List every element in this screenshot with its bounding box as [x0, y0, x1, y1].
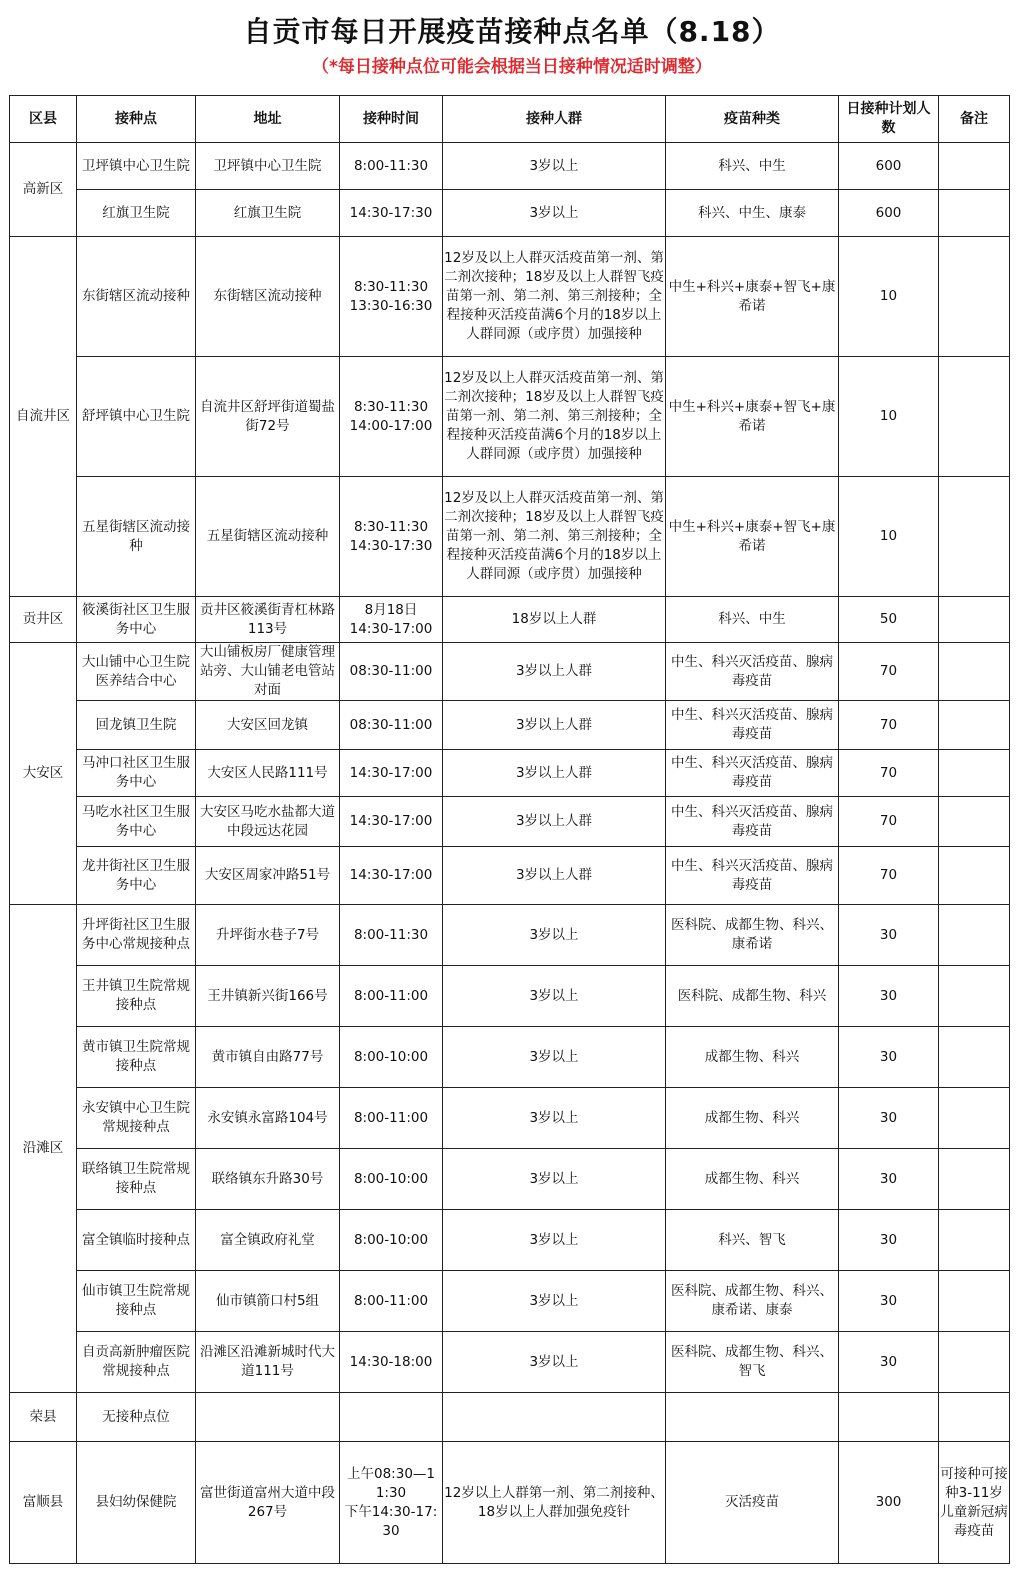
- vaccine-cell: 医科院、成都生物、科兴、康希诺、康泰: [666, 1271, 839, 1332]
- table-row: [10, 190, 1010, 237]
- time-cell: 08:30-11:00: [340, 701, 443, 750]
- table-row: [10, 1027, 1010, 1088]
- county-cell: 大安区: [10, 643, 77, 905]
- table-row: [10, 1210, 1010, 1271]
- header-address: 地址: [196, 96, 340, 143]
- table-row: [10, 643, 1010, 701]
- group-cell: 12岁以上人群第一剂、第二剂接种、18岁以上人群加强免疫针: [443, 1442, 666, 1564]
- header-row: [10, 96, 1010, 143]
- group-cell: 3岁以上: [443, 190, 666, 237]
- time-cell: [340, 1393, 443, 1442]
- time-cell: 8:00-10:00: [340, 1210, 443, 1271]
- page-subtitle: （*每日接种点位可能会根据当日接种情况适时调整）: [312, 57, 712, 77]
- site-cell: 马冲口社区卫生服务中心: [77, 750, 196, 797]
- county-cell: 自流井区: [10, 237, 77, 597]
- table-row: [10, 1393, 1010, 1442]
- site-cell: 县妇幼保健院: [77, 1442, 196, 1564]
- plan-cell: 30: [839, 966, 939, 1027]
- group-cell: 3岁以上: [443, 966, 666, 1027]
- address-cell: 大安区马吃水盐都大道中段远达花园: [196, 797, 340, 847]
- note-cell: [939, 597, 1010, 643]
- plan-cell: 70: [839, 797, 939, 847]
- plan-cell: 70: [839, 847, 939, 905]
- note-cell: [939, 1088, 1010, 1149]
- plan-cell: 30: [839, 1332, 939, 1393]
- site-cell: 筱溪街社区卫生服务中心: [77, 597, 196, 643]
- address-cell: 东街辖区流动接种: [196, 237, 340, 357]
- time-cell: 14:30-18:00: [340, 1332, 443, 1393]
- group-cell: 3岁以上: [443, 1149, 666, 1210]
- time-cell: 14:30-17:00: [340, 750, 443, 797]
- vaccine-cell: 中生+科兴+康泰+智飞+康希诺: [666, 357, 839, 477]
- vaccine-cell: 成都生物、科兴: [666, 1027, 839, 1088]
- time-cell: 8:00-11:00: [340, 1271, 443, 1332]
- note-cell: [939, 237, 1010, 357]
- address-cell: 永安镇永富路104号: [196, 1088, 340, 1149]
- group-cell: 3岁以上人群: [443, 797, 666, 847]
- vaccine-cell: 科兴、中生、康泰: [666, 190, 839, 237]
- note-cell: [939, 1027, 1010, 1088]
- site-cell: 王井镇卫生院常规接种点: [77, 966, 196, 1027]
- site-cell: 富全镇临时接种点: [77, 1210, 196, 1271]
- group-cell: 12岁及以上人群灭活疫苗第一剂、第二剂次接种；18岁及以上人群智飞疫苗第一剂、第二剂、第三剂接种；全程接种灭活疫苗满6个月的18岁以上人群同源（或序贯）加强接种: [443, 237, 666, 357]
- table-row: [10, 1149, 1010, 1210]
- note-cell: [939, 643, 1010, 701]
- table-row: [10, 966, 1010, 1027]
- time-cell: 14:30-17:30: [340, 190, 443, 237]
- group-cell: 3岁以上: [443, 1210, 666, 1271]
- table-row: [10, 1442, 1010, 1564]
- schedule-body: [10, 96, 1010, 1564]
- note-cell: [939, 190, 1010, 237]
- note-cell: [939, 143, 1010, 190]
- vaccine-cell: 中生、科兴灭活疫苗、腺病毒疫苗: [666, 797, 839, 847]
- plan-cell: [839, 1393, 939, 1442]
- time-cell: 上午08:30—11:30 下午14:30-17:30: [340, 1442, 443, 1564]
- group-cell: [443, 1393, 666, 1442]
- vaccine-cell: 灭活疫苗: [666, 1442, 839, 1564]
- header-group: 接种人群: [443, 96, 666, 143]
- time-cell: 8:00-11:30: [340, 905, 443, 966]
- plan-cell: 300: [839, 1442, 939, 1564]
- site-cell: 自贡高新肿瘤医院常规接种点: [77, 1332, 196, 1393]
- site-cell: 五星街辖区流动接种: [77, 477, 196, 597]
- time-cell: 8月18日 14:30-17:00: [340, 597, 443, 643]
- note-cell: [939, 477, 1010, 597]
- time-cell: 14:30-17:00: [340, 847, 443, 905]
- address-cell: 联络镇东升路30号: [196, 1149, 340, 1210]
- time-cell: 8:00-10:00: [340, 1149, 443, 1210]
- group-cell: 3岁以上人群: [443, 701, 666, 750]
- plan-cell: 50: [839, 597, 939, 643]
- table-row: [10, 237, 1010, 357]
- address-cell: 黄市镇自由路77号: [196, 1027, 340, 1088]
- plan-cell: 30: [839, 905, 939, 966]
- vaccine-cell: 医科院、成都生物、科兴: [666, 966, 839, 1027]
- table-row: [10, 847, 1010, 905]
- county-cell: 荣县: [10, 1393, 77, 1442]
- vaccine-cell: [666, 1393, 839, 1442]
- vaccine-cell: 中生+科兴+康泰+智飞+康希诺: [666, 237, 839, 357]
- group-cell: 3岁以上: [443, 905, 666, 966]
- address-cell: 王井镇新兴街166号: [196, 966, 340, 1027]
- table-row: [10, 597, 1010, 643]
- note-cell: [939, 966, 1010, 1027]
- site-cell: 黄市镇卫生院常规接种点: [77, 1027, 196, 1088]
- address-cell: 自流井区舒坪街道蜀盐街72号: [196, 357, 340, 477]
- note-cell: [939, 1149, 1010, 1210]
- address-cell: 卫坪镇中心卫生院: [196, 143, 340, 190]
- vaccine-cell: 科兴、智飞: [666, 1210, 839, 1271]
- plan-cell: 30: [839, 1271, 939, 1332]
- table-row: [10, 1088, 1010, 1149]
- county-cell: 高新区: [10, 143, 77, 237]
- site-cell: 龙井街社区卫生服务中心: [77, 847, 196, 905]
- address-cell: 大安区人民路111号: [196, 750, 340, 797]
- plan-cell: 30: [839, 1088, 939, 1149]
- group-cell: 3岁以上: [443, 143, 666, 190]
- plan-cell: 600: [839, 143, 939, 190]
- note-cell: [939, 905, 1010, 966]
- site-cell: 卫坪镇中心卫生院: [77, 143, 196, 190]
- note-cell: [939, 1210, 1010, 1271]
- vaccine-cell: 医科院、成都生物、科兴、康希诺: [666, 905, 839, 966]
- site-cell: 永安镇中心卫生院常规接种点: [77, 1088, 196, 1149]
- header-note: 备注: [939, 96, 1010, 143]
- table-row: [10, 1271, 1010, 1332]
- address-cell: 富世街道富州大道中段267号: [196, 1442, 340, 1564]
- address-cell: [196, 1393, 340, 1442]
- table-row: [10, 477, 1010, 597]
- note-cell: [939, 1393, 1010, 1442]
- time-cell: 8:00-10:00: [340, 1027, 443, 1088]
- address-cell: 富全镇政府礼堂: [196, 1210, 340, 1271]
- site-cell: 无接种点位: [77, 1393, 196, 1442]
- plan-cell: 70: [839, 701, 939, 750]
- vaccine-cell: 成都生物、科兴: [666, 1149, 839, 1210]
- time-cell: 8:00-11:30: [340, 143, 443, 190]
- note-cell: [939, 701, 1010, 750]
- table-row: [10, 905, 1010, 966]
- page-title: 自贡市每日开展疫苗接种点名单（8.18）: [243, 15, 781, 48]
- address-cell: 贡井区筱溪街青杠林路113号: [196, 597, 340, 643]
- vaccine-cell: 中生+科兴+康泰+智飞+康希诺: [666, 477, 839, 597]
- plan-cell: 70: [839, 643, 939, 701]
- county-cell: 富顺县: [10, 1442, 77, 1564]
- address-cell: 大山铺板房厂健康管理站旁、大山铺老电管站对面: [196, 643, 340, 701]
- address-cell: 五星街辖区流动接种: [196, 477, 340, 597]
- group-cell: 3岁以上人群: [443, 643, 666, 701]
- time-cell: 08:30-11:00: [340, 643, 443, 701]
- table-row: [10, 797, 1010, 847]
- time-cell: 8:30-11:30 13:30-16:30: [340, 237, 443, 357]
- note-cell: [939, 797, 1010, 847]
- plan-cell: 10: [839, 357, 939, 477]
- note-cell: [939, 357, 1010, 477]
- vaccine-cell: 中生、科兴灭活疫苗、腺病毒疫苗: [666, 643, 839, 701]
- header-site: 接种点: [77, 96, 196, 143]
- time-cell: 8:00-11:00: [340, 966, 443, 1027]
- county-cell: 沿滩区: [10, 905, 77, 1393]
- site-cell: 红旗卫生院: [77, 190, 196, 237]
- time-cell: 8:30-11:30 14:00-17:00: [340, 357, 443, 477]
- site-cell: 大山铺中心卫生院医养结合中心: [77, 643, 196, 701]
- table-row: [10, 143, 1010, 190]
- address-cell: 沿滩区沿滩新城时代大道111号: [196, 1332, 340, 1393]
- plan-cell: 30: [839, 1027, 939, 1088]
- group-cell: 3岁以上人群: [443, 847, 666, 905]
- vaccine-cell: 中生、科兴灭活疫苗、腺病毒疫苗: [666, 750, 839, 797]
- site-cell: 马吃水社区卫生服务中心: [77, 797, 196, 847]
- header-time: 接种时间: [340, 96, 443, 143]
- address-cell: 大安区周家冲路51号: [196, 847, 340, 905]
- plan-cell: 30: [839, 1210, 939, 1271]
- site-cell: 联络镇卫生院常规接种点: [77, 1149, 196, 1210]
- table-row: [10, 357, 1010, 477]
- plan-cell: 70: [839, 750, 939, 797]
- table-row: [10, 750, 1010, 797]
- group-cell: 3岁以上人群: [443, 750, 666, 797]
- group-cell: 3岁以上: [443, 1271, 666, 1332]
- county-cell: 贡井区: [10, 597, 77, 643]
- schedule-table: [9, 95, 1010, 1564]
- vaccine-cell: 成都生物、科兴: [666, 1088, 839, 1149]
- note-cell: [939, 1271, 1010, 1332]
- group-cell: 3岁以上: [443, 1027, 666, 1088]
- plan-cell: 30: [839, 1149, 939, 1210]
- plan-cell: 10: [839, 237, 939, 357]
- header-county: 区县: [10, 96, 77, 143]
- site-cell: 仙市镇卫生院常规接种点: [77, 1271, 196, 1332]
- vaccine-cell: 科兴、中生: [666, 143, 839, 190]
- table-row: [10, 1332, 1010, 1393]
- site-cell: 舒坪镇中心卫生院: [77, 357, 196, 477]
- address-cell: 仙市镇箭口村5组: [196, 1271, 340, 1332]
- time-cell: 8:30-11:30 14:30-17:30: [340, 477, 443, 597]
- vaccine-cell: 中生、科兴灭活疫苗、腺病毒疫苗: [666, 847, 839, 905]
- plan-cell: 600: [839, 190, 939, 237]
- vaccine-cell: 中生、科兴灭活疫苗、腺病毒疫苗: [666, 701, 839, 750]
- address-cell: 大安区回龙镇: [196, 701, 340, 750]
- group-cell: 12岁及以上人群灭活疫苗第一剂、第二剂次接种；18岁及以上人群智飞疫苗第一剂、第二剂、第三剂接种；全程接种灭活疫苗满6个月的18岁以上人群同源（或序贯）加强接种: [443, 357, 666, 477]
- time-cell: 8:00-11:00: [340, 1088, 443, 1149]
- vaccine-cell: 医科院、成都生物、科兴、智飞: [666, 1332, 839, 1393]
- note-cell: [939, 847, 1010, 905]
- site-cell: 回龙镇卫生院: [77, 701, 196, 750]
- note-cell: [939, 1332, 1010, 1393]
- group-cell: 3岁以上: [443, 1088, 666, 1149]
- site-cell: 东街辖区流动接种: [77, 237, 196, 357]
- vaccine-cell: 科兴、中生: [666, 597, 839, 643]
- address-cell: 红旗卫生院: [196, 190, 340, 237]
- header-plan: 日接种计划人数: [839, 96, 939, 143]
- site-cell: 升坪街社区卫生服务中心常规接种点: [77, 905, 196, 966]
- note-cell: [939, 750, 1010, 797]
- table-row: [10, 701, 1010, 750]
- note-cell: 可接种可接种3-11岁儿童新冠病毒疫苗: [939, 1442, 1010, 1564]
- group-cell: 3岁以上: [443, 1332, 666, 1393]
- header-vaccine: 疫苗种类: [666, 96, 839, 143]
- plan-cell: 10: [839, 477, 939, 597]
- time-cell: 14:30-17:00: [340, 797, 443, 847]
- group-cell: 12岁及以上人群灭活疫苗第一剂、第二剂次接种；18岁及以上人群智飞疫苗第一剂、第二剂、第三剂接种；全程接种灭活疫苗满6个月的18岁以上人群同源（或序贯）加强接种: [443, 477, 666, 597]
- group-cell: 18岁以上人群: [443, 597, 666, 643]
- address-cell: 升坪街水巷子7号: [196, 905, 340, 966]
